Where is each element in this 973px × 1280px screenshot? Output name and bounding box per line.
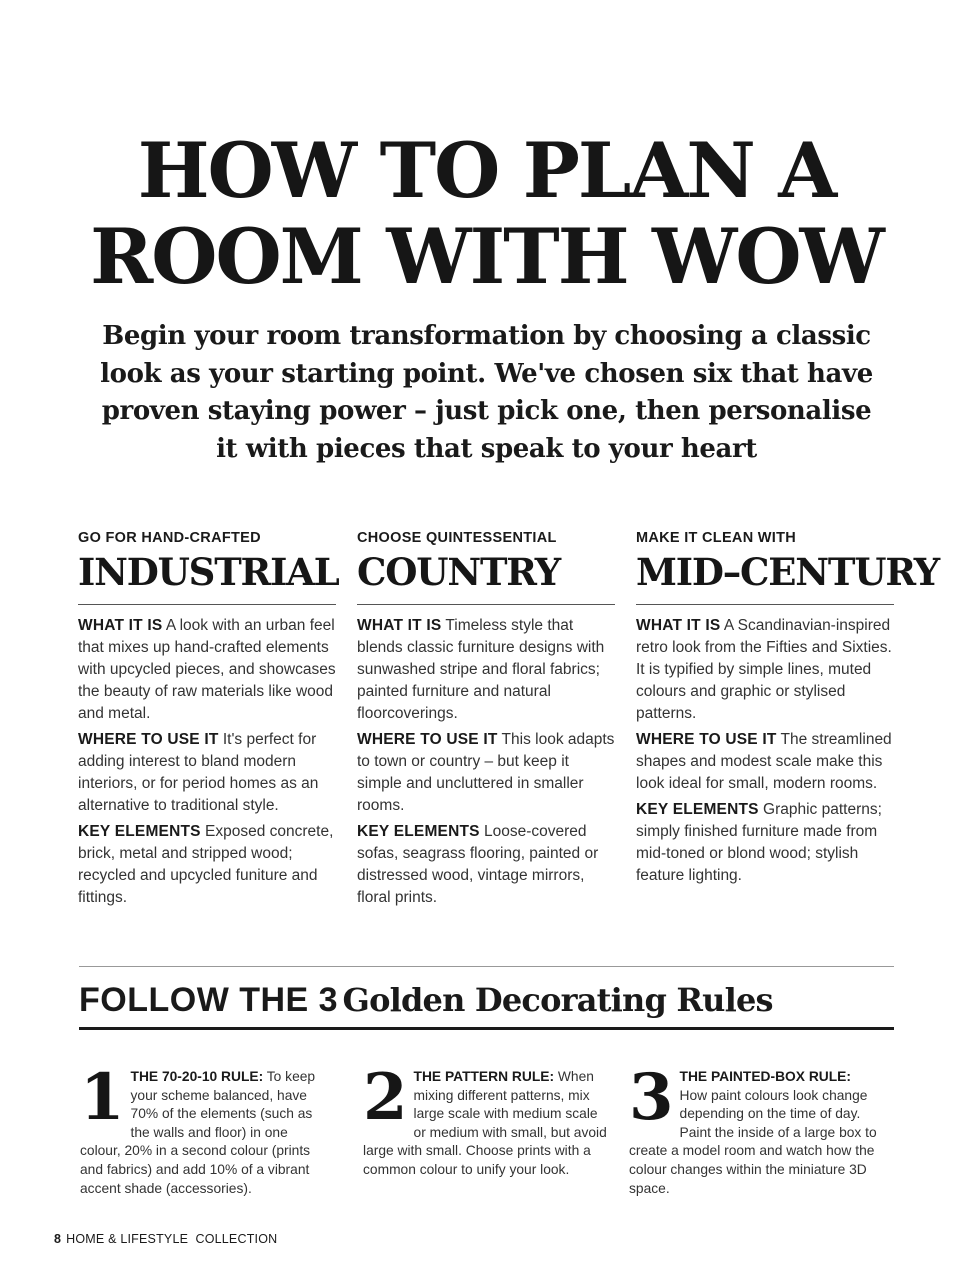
golden-rules-heading-bold: FOLLOW THE 3 xyxy=(79,981,339,1019)
where-to-use-label: WHERE TO USE IT xyxy=(636,731,777,748)
golden-rules-heading xyxy=(79,976,894,1031)
golden-rule-1 xyxy=(80,1060,330,1198)
column-divider xyxy=(78,604,336,605)
where-to-use-label: WHERE TO USE IT xyxy=(357,731,498,748)
golden-rules-heading-serif: Golden Decorating Rules xyxy=(342,981,773,1019)
what-it-is-text: A look with an urban feel that mixes up hand-crafted elements with upcycled pieces, and showcases the beauty of raw materials like wood and metal. xyxy=(78,617,336,722)
key-elements-text: Graphic patterns; simply finished furniture made from mid-toned or blond wood; stylish feature lighting. xyxy=(636,801,882,884)
rule-number: 1 xyxy=(80,1060,125,1135)
rule-label: THE PATTERN RULE: xyxy=(413,1069,555,1084)
what-it-is-label: WHAT IT IS xyxy=(78,617,163,634)
key-elements-paragraph xyxy=(78,821,336,909)
page-footer xyxy=(54,1232,277,1246)
style-name: INDUSTRIAL xyxy=(78,550,339,594)
key-elements-text: Loose-covered sofas, seagrass flooring, painted or distressed wood, vintage mirrors, floral prints. xyxy=(357,823,599,906)
section-divider-bottom xyxy=(79,1027,894,1030)
rule-number: 3 xyxy=(629,1060,674,1135)
key-elements-label: KEY ELEMENTS xyxy=(357,823,480,840)
where-to-use-paragraph xyxy=(636,729,894,795)
style-kicker: GO FOR HAND-CRAFTED xyxy=(78,530,261,546)
style-kicker: CHOOSE QUINTESSENTIAL xyxy=(357,530,557,546)
rule-text: When mixing different patterns, mix large scale with medium scale or medium with small, but avoid large with small. Choose prints with a common colour to unify your look. xyxy=(363,1069,607,1177)
golden-rule-2 xyxy=(363,1060,613,1180)
where-to-use-paragraph xyxy=(78,729,336,817)
key-elements-label: KEY ELEMENTS xyxy=(636,801,759,818)
page-number: 8 xyxy=(54,1232,62,1246)
style-kicker: MAKE IT CLEAN WITH xyxy=(636,530,797,546)
style-column-country xyxy=(357,528,615,913)
page-title-line-2: ROOM WITH WOW xyxy=(90,212,883,301)
style-column-industrial xyxy=(78,528,339,913)
what-it-is-paragraph xyxy=(636,615,894,725)
where-to-use-paragraph xyxy=(357,729,615,817)
what-it-is-paragraph xyxy=(357,615,615,725)
golden-rule-3 xyxy=(629,1060,879,1198)
column-divider xyxy=(636,604,894,605)
style-name: MID–CENTURY xyxy=(636,550,939,594)
style-name: COUNTRY xyxy=(357,550,560,594)
key-elements-paragraph xyxy=(357,821,615,909)
what-it-is-label: WHAT IT IS xyxy=(636,617,721,634)
where-to-use-text: This look adapts to town or country – but keep it simple and uncluttered in smaller rooms. xyxy=(357,731,615,814)
where-to-use-text: The streamlined shapes and modest scale make this look ideal for small, modern rooms. xyxy=(636,731,892,792)
rule-number: 2 xyxy=(363,1060,408,1135)
what-it-is-text: Timeless style that blends classic furniture designs with sunwashed stripe and floral fabrics; painted furniture and natural floorcoverings. xyxy=(357,617,605,722)
rule-label: THE PAINTED-BOX RULE: xyxy=(679,1069,851,1084)
where-to-use-text: It's perfect for adding interest to bland modern interiors, or for period homes as an alternative to traditional style. xyxy=(78,731,319,814)
key-elements-text: Exposed concrete, brick, metal and stripped wood; recycled and upcycled funiture and fittings. xyxy=(78,823,334,906)
page-title-line-1: HOW TO PLAN A xyxy=(137,126,836,215)
rule-text: To keep your scheme balanced, have 70% of the elements (such as the walls and floor) in one colour, 20% in a second colour (prints and fabrics) and add 10% of a vibrant accent shade (accessories). xyxy=(80,1069,316,1196)
key-elements-paragraph xyxy=(636,799,894,887)
section-divider-top xyxy=(79,966,894,967)
column-divider xyxy=(357,604,615,605)
rule-label: THE 70-20-10 RULE: xyxy=(130,1069,264,1084)
what-it-is-label: WHAT IT IS xyxy=(357,617,442,634)
page-subtitle: Begin your room transformation by choosing a classic look as your starting point. We've chosen six that have proven staying power – just pick one, then personalise it with pieces that speak to your heart xyxy=(100,321,873,464)
what-it-is-paragraph xyxy=(78,615,336,725)
what-it-is-text: A Scandinavian-inspired retro look from the Fifties and Sixties. It is typified by simple lines, muted colours and graphic or stylised patterns. xyxy=(636,617,892,722)
where-to-use-label: WHERE TO USE IT xyxy=(78,731,219,748)
style-column-mid-century xyxy=(636,528,939,891)
rule-text: How paint colours look change depending on the time of day. Paint the inside of a large box to create a model room and watch how the colour changes within the miniature 3D space. xyxy=(629,1087,877,1196)
page-title xyxy=(60,128,913,300)
key-elements-label: KEY ELEMENTS xyxy=(78,823,201,840)
publication-name: HOME & LIFESTYLE COLLECTION xyxy=(66,1232,278,1246)
